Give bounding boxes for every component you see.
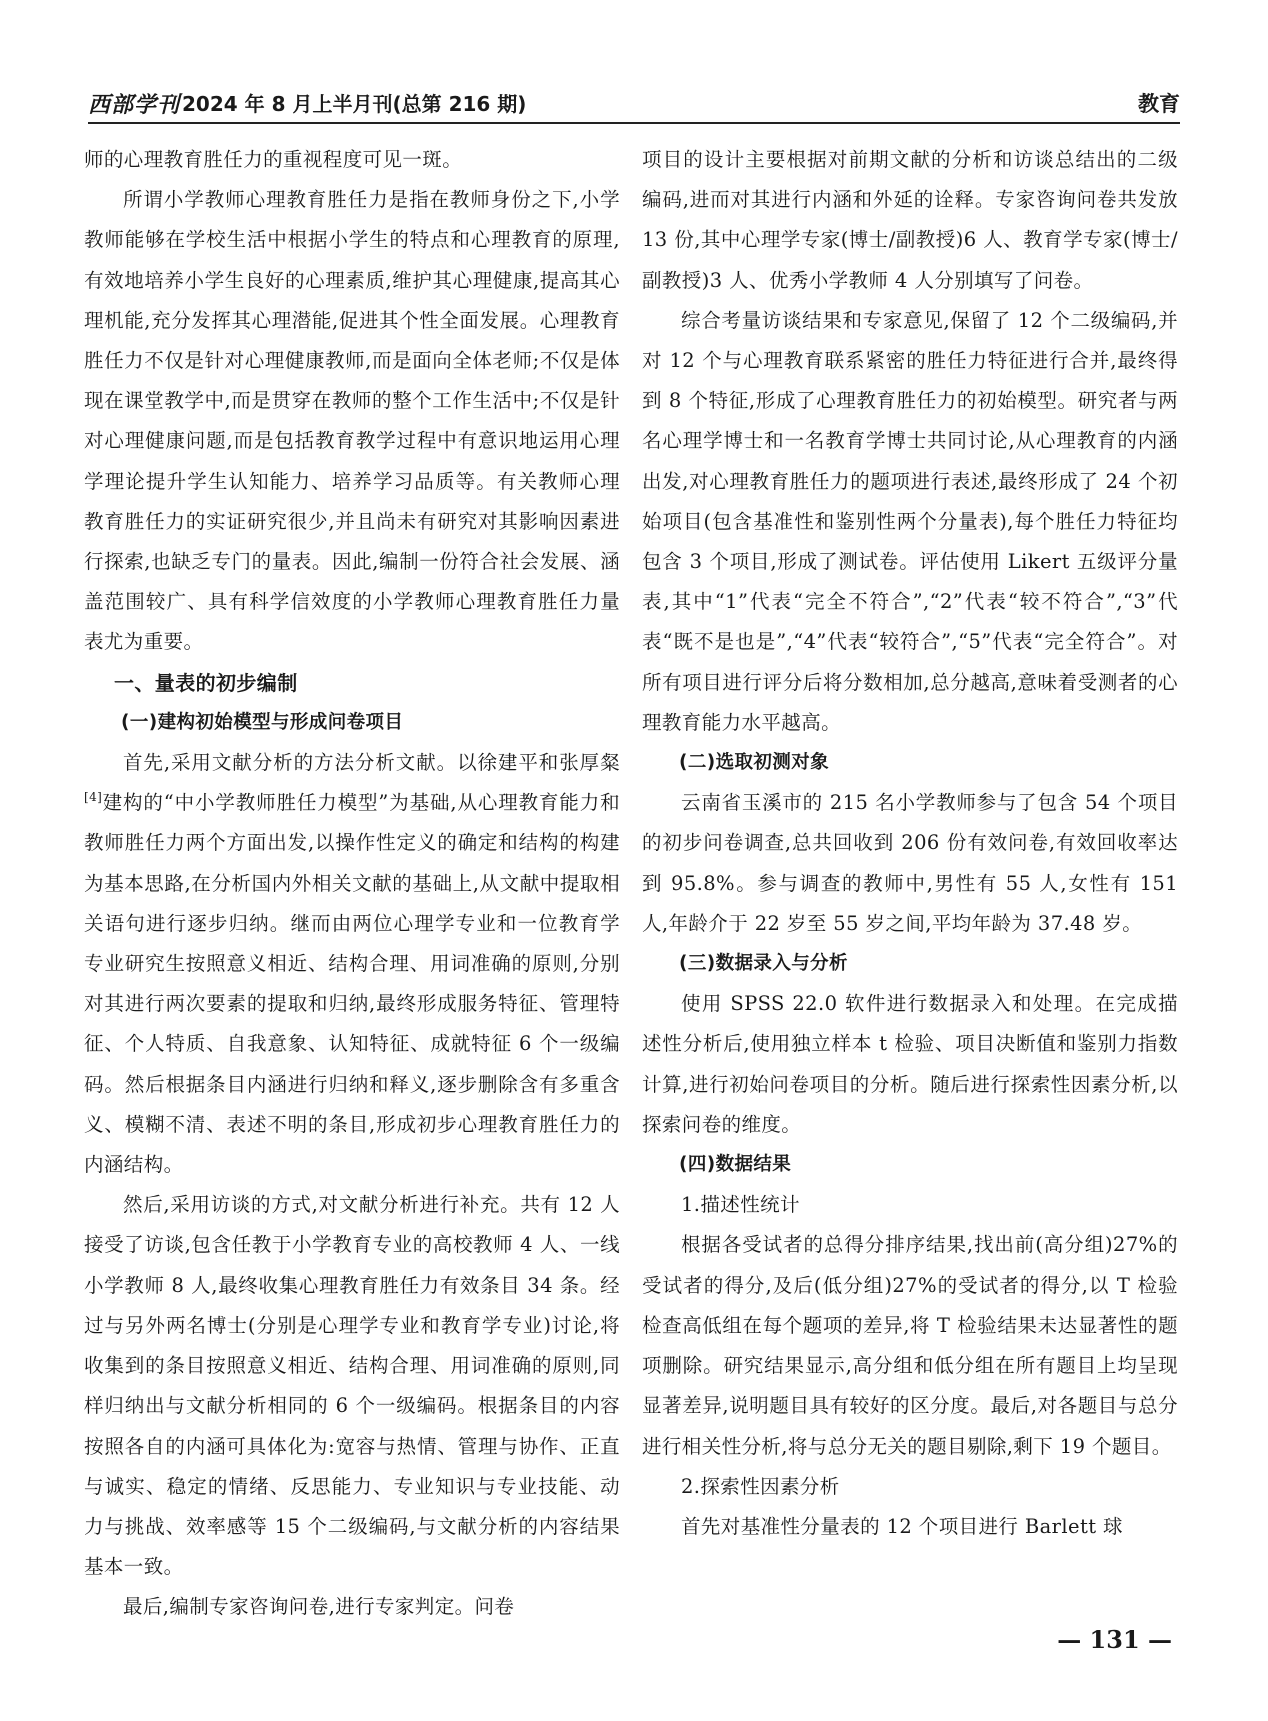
subsection-heading: (二)选取初测对象: [679, 752, 830, 774]
section-title: 教育: [1138, 92, 1180, 116]
page-number: — 131 —: [1057, 1625, 1172, 1654]
paragraph-text: 建构的“中小学教师胜任力模型”为基础,从心理教育能力和教师胜任力两个方面出发,以操作性定义的确定和结构的构建为基本思路,在分析国内外相关文献的基础上,从文献中提取相关语句进行逐步归纳。继而由两位心理学专业和一位教育学专业研究生按照意义相近、结构合理、用词准确的原则,分别对其进行两次要素的提取和归纳,最终形成服务特征、管理特征、个人特质、自我意象、认知特征、成就特征 6 个一级编码。然后根据条目内涵进行归纳和释义,逐步删除含有多重含义、模糊不清、表述不明的条目,形成初步心理教育胜任力的内涵结构。: [84, 791, 620, 1177]
subsection-heading: (三)数据录入与分析: [679, 953, 848, 975]
paragraph: [84, 743, 620, 1185]
header-rule: [88, 122, 1180, 124]
sub-subsection-heading: 1.描述性统计: [681, 1193, 800, 1217]
paragraph: 首先对基准性分量表的 12 个项目进行 Barlett 球: [681, 1514, 1123, 1538]
paragraph: 最后,编制专家咨询问卷,进行专家判定。问卷: [123, 1595, 515, 1619]
section-heading: 一、量表的初步编制: [114, 670, 298, 695]
paragraph: 云南省玉溪市的 215 名小学教师参与了包含 54 个项目的初步问卷调查,总共回收到 206 份有效问卷,有效回收率达到 95.8%。参与调查的教师中,男性有 55 人,女性有 151 人,年龄介于 22 岁至 55 岁之间,平均年龄为 37.48 岁。: [642, 791, 1178, 935]
page-header: [88, 84, 1180, 124]
paragraph: 项目的设计主要根据对前期文献的分析和访谈总结出的二级编码,进而对其进行内涵和外延的诠释。专家咨询问卷共发放 13 份,其中心理学专家(博士/副教授)6 人、教育学专家(博士/副教授)3 人、优秀小学教师 4 人分别填写了问卷。: [642, 148, 1178, 292]
subsection-heading: (四)数据结果: [679, 1154, 792, 1176]
paragraph: 所谓小学教师心理教育胜任力是指在教师身份之下,小学教师能够在学校生活中根据小学生的特点和心理教育的原理,有效地培养小学生良好的心理素质,维护其心理健康,提高其心理机能,充分发挥其心理潜能,促进其个性全面发展。心理教育胜任力不仅是针对心理健康教师,而是面向全体老师;不仅是体现在课堂教学中,而是贯穿在教师的整个工作生活中;不仅是针对心理健康问题,而是包括教育教学过程中有意识地运用心理学理论提升学生认知能力、培养学习品质等。有关教师心理教育胜任力的实证研究很少,并且尚未有研究对其影响因素进行探索,也缺乏专门的量表。因此,编制一份符合社会发展、涵盖范围较广、具有科学信效度的小学教师心理教育胜任力量表尤为重要。: [84, 188, 620, 654]
paragraph: 师的心理教育胜任力的重视程度可见一斑。: [84, 148, 463, 171]
right-column: [642, 140, 1178, 1547]
paragraph: 使用 SPSS 22.0 软件进行数据录入和处理。在完成描述性分析后,使用独立样本 t 检验、项目决断值和鉴别力指数计算,进行初始问卷项目的分析。随后进行探索性因素分析,以探索问卷的维度。: [642, 992, 1178, 1136]
issue-info: 2024 年 8 月上半月刊(总第 216 期): [182, 92, 527, 116]
paragraph-text: 首先,采用文献分析的方法分析文献。以徐建平和张厚粲: [123, 751, 620, 775]
subsection-heading: (一)建构初始模型与形成问卷项目: [121, 711, 404, 733]
sub-subsection-heading: 2.探索性因素分析: [681, 1474, 840, 1498]
paragraph: 综合考量访谈结果和专家意见,保留了 12 个二级编码,并对 12 个与心理教育联系紧密的胜任力特征进行合并,最终得到 8 个特征,形成了心理教育胜任力的初始模型。研究者与两名心理学博士和一名教育学博士共同讨论,从心理教育的内涵出发,对心理教育胜任力的题项进行表述,最终形成了 24 个初始项目(包含基准性和鉴别性两个分量表),每个胜任力特征均包含 3 个项目,形成了测试卷。评估使用 Likert 五级评分量表,其中“1”代表“完全不符合”,“2”代表“较不符合”,“3”代表“既不是也是”,“4”代表“较符合”,“5”代表“完全符合”。对所有项目进行评分后将分数相加,总分越高,意味着受测者的心理教育能力水平越高。: [642, 308, 1178, 734]
journal-logo: 西部学刊: [88, 92, 181, 118]
paragraph: 然后,采用访谈的方式,对文献分析进行补充。共有 12 人接受了访谈,包含任教于小学教育专业的高校教师 4 人、一线小学教师 8 人,最终收集心理教育胜任力有效条目 34 条。经过与另外两名博士(分别是心理学专业和教育学专业)讨论,将收集到的条目按照意义相近、结构合理、用词准确的原则,同样归纳出与文献分析相同的 6 个一级编码。根据条目的内容按照各自的内涵可具体化为:宽容与热情、管理与协作、正直与诚实、稳定的情绪、反思能力、专业知识与专业技能、动力与挑战、效率感等 15 个二级编码,与文献分析的内容结果基本一致。: [84, 1193, 620, 1579]
citation-ref: [4]: [84, 790, 103, 805]
left-column: [84, 140, 620, 1628]
paragraph: 根据各受试者的总得分排序结果,找出前(高分组)27%的受试者的得分,及后(低分组)27%的受试者的得分,以 T 检验检查高低组在每个题项的差异,将 T 检验结果未达显著性的题项删除。研究结果显示,高分组和低分组在所有题目上均呈现显著差异,说明题目具有较好的区分度。最后,对各题目与总分进行相关性分析,将与总分无关的题目剔除,剩下 19 个题目。: [642, 1233, 1178, 1458]
